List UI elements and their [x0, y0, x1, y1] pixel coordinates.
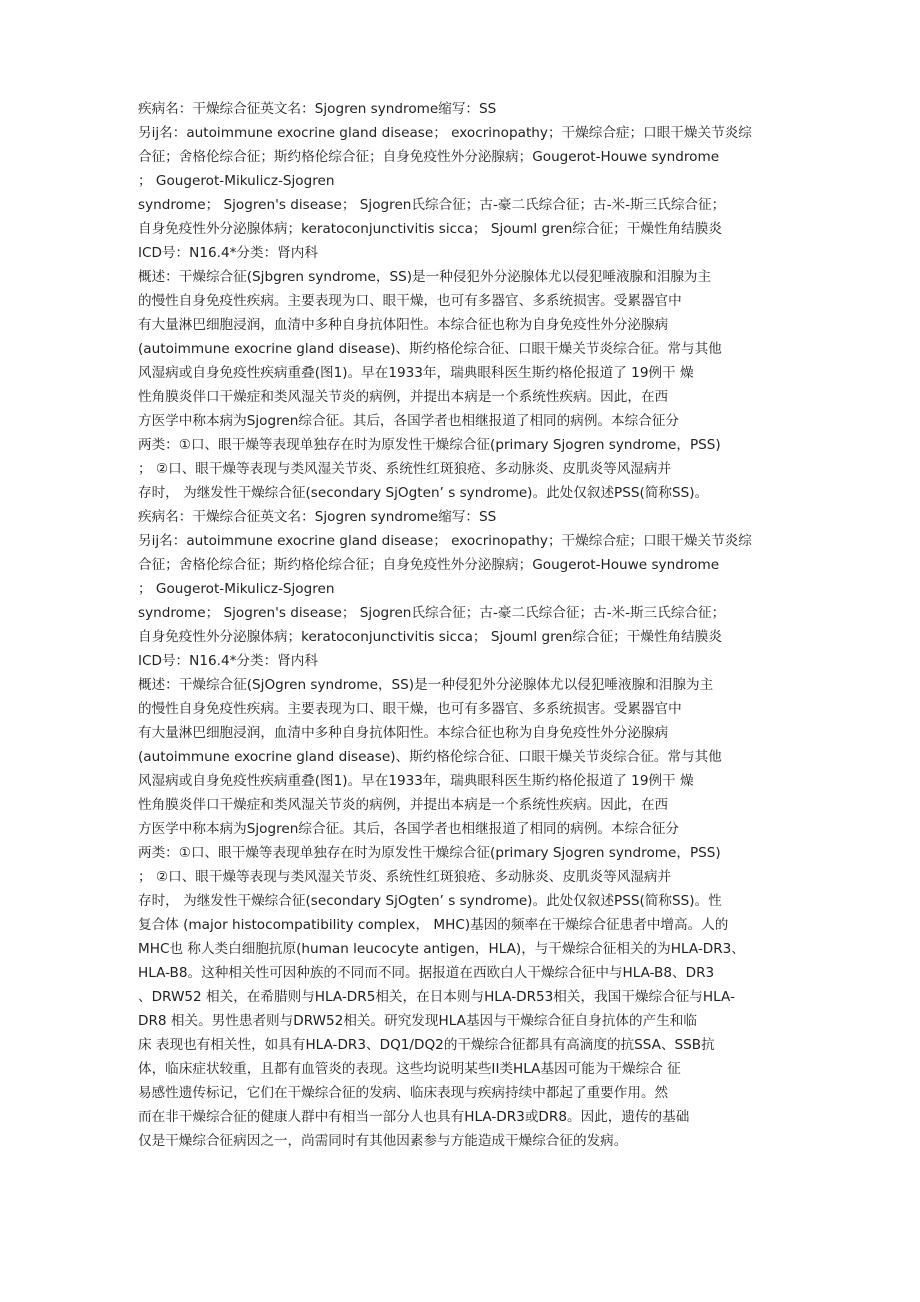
text-line: (autoimmune exocrine gland disease)、斯约格伦综合征、口眼干燥关节炎综合征。常与其他	[138, 341, 722, 357]
text-line: 另ij名：autoimmune exocrine gland disease； exocrinopathy；干燥综合症；口眼干燥关节炎综	[138, 125, 752, 141]
text-line: 合征；舍格伦综合征；斯约格伦综合征；自身免疫性外分泌腺病；Gougerot-Houwe syndrome	[138, 557, 720, 573]
text-line: 风湿病或自身免疫性疾病重叠(图1)。早在1933年，瑞典眼科医生斯约格伦报道了 19例干 燥	[138, 773, 694, 789]
text-line: 方医学中称本病为Sjogren综合征。其后，各国学者也相继报道了相同的病例。本综合征分	[138, 413, 679, 429]
text-line: ICD号：N16.4*分类：肾内科	[138, 245, 318, 261]
text-line: 体，临床症状较重，且都有血管炎的表现。这些均说明某些II类HLA基因可能为干燥综合 征	[138, 1061, 681, 1077]
text-line: 复合体 (major histocompatibility complex， MHC)基因的频率在干燥综合征患者中增高。人的	[138, 917, 729, 933]
text-line: 有大量淋巴细胞浸润，血清中多种自身抗体阳性。本综合征也称为自身免疫性外分泌腺病	[138, 317, 669, 333]
text-line: 存时， 为继发性干燥综合征(secondary SjOgten’ s syndrome)。此处仅叙述PSS(简称SS)。性	[138, 893, 722, 909]
text-line: 、DRW52 相关，在希腊则与HLA-DR5相关，在日本则与HLA-DR53相关，我国干燥综合征与HLA-	[138, 989, 735, 1005]
text-line: 方医学中称本病为Sjogren综合征。其后，各国学者也相继报道了相同的病例。本综合征分	[138, 821, 679, 837]
text-line: 存时， 为继发性干燥综合征(secondary SjOgten’ s syndrome)。此处仅叙述PSS(简称SS)。	[138, 485, 709, 501]
document-body	[138, 97, 798, 1153]
text-line: 概述：干燥综合征(Sjbgren syndrome，SS)是一种侵犯外分泌腺体尤以侵犯唾液腺和泪腺为主	[138, 269, 712, 285]
text-line: ； ②口、眼干燥等表现与类风湿关节炎、系统性红斑狼疮、多动脉炎、皮肌炎等风湿病并	[138, 869, 672, 885]
text-line: syndrome； Sjogren's disease； Sjogren氏综合征；古-豪二氏综合征；古-米-斯三氏综合征；	[138, 197, 726, 213]
text-line: 另ij名：autoimmune exocrine gland disease； exocrinopathy；干燥综合症；口眼干燥关节炎综	[138, 533, 752, 549]
text-line: 自身免疫性外分泌腺体病；keratoconjunctivitis sicca； Sjouml gren综合征；干燥性角结膜炎	[138, 629, 722, 645]
text-line: 而在非干燥综合征的健康人群中有相当一部分人也具有HLA-DR3或DR8。因此，遗传的基础	[138, 1109, 690, 1125]
text-line: (autoimmune exocrine gland disease)、斯约格伦综合征、口眼干燥关节炎综合征。常与其他	[138, 749, 722, 765]
text-line: 性角膜炎伴口干燥症和类风湿关节炎的病例，并提出本病是一个系统性疾病。因此，在西	[138, 389, 669, 405]
text-line: 性角膜炎伴口干燥症和类风湿关节炎的病例，并提出本病是一个系统性疾病。因此，在西	[138, 797, 669, 813]
text-line: 疾病名：干燥综合征英文名：Sjogren syndrome缩写：SS	[138, 101, 497, 117]
text-line: syndrome； Sjogren's disease； Sjogren氏综合征；古-豪二氏综合征；古-米-斯三氏综合征；	[138, 605, 726, 621]
text-line: HLA-B8。这种相关性可因种族的不同而不同。据报道在西欧白人干燥综合征中与HLA-B8、DR3	[138, 965, 715, 981]
text-line: ICD号：N16.4*分类：肾内科	[138, 653, 318, 669]
text-line: 合征；舍格伦综合征；斯约格伦综合征；自身免疫性外分泌腺病；Gougerot-Houwe syndrome	[138, 149, 720, 165]
text-line: 易感性遗传标记，它们在干燥综合征的发病、临床表现与疾病持续中都起了重要作用。然	[138, 1085, 669, 1101]
text-line: ； Gougerot-Mikulicz-Sjogren	[138, 173, 335, 189]
text-line: 仅是干燥综合征病因之一，尚需同时有其他因素参与方能造成干燥综合征的发病。	[138, 1133, 628, 1149]
text-line: 自身免疫性外分泌腺体病；keratoconjunctivitis sicca； Sjouml gren综合征；干燥性角结膜炎	[138, 221, 722, 237]
text-line: 的慢性自身免疫性疾病。主要表现为口、眼干燥，也可有多器官、多系统损害。受累器官中	[138, 701, 682, 717]
text-line: 两类：①口、眼干燥等表现单独存在时为原发性干燥综合征(primary Sjogren syndrome，PSS)	[138, 845, 721, 861]
text-line: 风湿病或自身免疫性疾病重叠(图1)。早在1933年，瑞典眼科医生斯约格伦报道了 19例干 燥	[138, 365, 694, 381]
text-line: 概述：干燥综合征(SjOgren syndrome，SS)是一种侵犯外分泌腺体尤以侵犯唾液腺和泪腺为主	[138, 677, 714, 693]
text-line: ； ②口、眼干燥等表现与类风湿关节炎、系统性红斑狼疮、多动脉炎、皮肌炎等风湿病并	[138, 461, 672, 477]
text-line: DR8 相关。男性患者则与DRW52相关。研究发现HLA基因与干燥综合征自身抗体的产生和临	[138, 1013, 697, 1029]
text-line: ； Gougerot-Mikulicz-Sjogren	[138, 581, 335, 597]
text-line: 两类：①口、眼干燥等表现单独存在时为原发性干燥综合征(primary Sjogren syndrome，PSS)	[138, 437, 721, 453]
text-line: 疾病名：干燥综合征英文名：Sjogren syndrome缩写：SS	[138, 509, 497, 525]
text-line: 有大量淋巴细胞浸润，血清中多种自身抗体阳性。本综合征也称为自身免疫性外分泌腺病	[138, 725, 669, 741]
text-line: MHC也 称人类白细胞抗原(human leucocyte antigen，HLA)，与干燥综合征相关的为HLA-DR3、	[138, 941, 745, 957]
text-line: 床 表现也有相关性，如具有HLA-DR3、DQ1/DQ2的干燥综合征都具有高滴度的抗SSA、SSB抗	[138, 1037, 715, 1053]
text-line: 的慢性自身免疫性疾病。主要表现为口、眼干燥，也可有多器官、多系统损害。受累器官中	[138, 293, 682, 309]
